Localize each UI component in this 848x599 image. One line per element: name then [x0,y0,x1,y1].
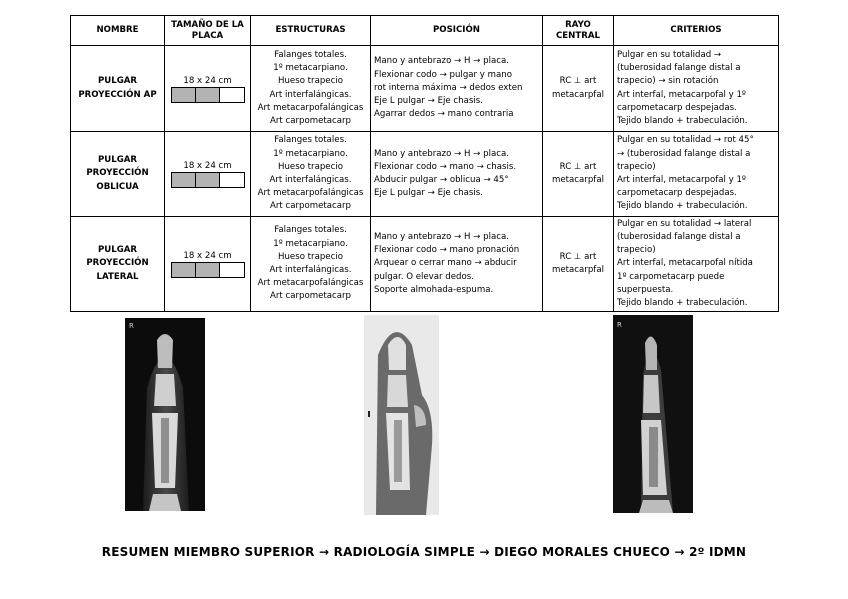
position-cell: Mano y antebrazo → H → placa. Flexionar codo → pulgar y mano rot interna máxima → dedos exten Eje L pulgar → Eje chasis. Agarrar dedos → mano contraria [371,46,543,132]
table-row [71,217,779,312]
xray-marker: R [129,322,134,330]
header-criterios: CRITERIOS [614,16,779,46]
plate-diagram [171,262,245,278]
plate-size [165,46,251,132]
central-ray-cell: RC ⊥ art metacarpfal [543,132,614,217]
header-posicion: POSICIÓN [371,16,543,46]
plate-diagram [171,87,245,103]
header-rayo: RAYO CENTRAL [543,16,614,46]
central-ray-cell: RC ⊥ art metacarpfal [543,217,614,312]
structures-cell: Falanges totales. 1º metacarpiano. Hueso trapecio Art interfalángicas. Art metacarpofalángicas Art carpometacarp [251,217,371,312]
projection-name: PULGAR PROYECCIÓN LATERAL [71,217,165,312]
position-cell: Mano y antebrazo → H → placa. Flexionar codo → mano → chasis. Abducir pulgar → oblicua → 45° Eje L pulgar → Eje chasis. [371,132,543,217]
xray-thumb-ap [125,318,205,511]
projection-name: PULGAR PROYECCIÓN OBLICUA [71,132,165,217]
plate-size-label: 18 x 24 cm [183,75,232,86]
criteria-cell: Pulgar en su totalidad → rot 45° → (tuberosidad falange distal a trapecio) Art interfal, metacarpofal y 1º carpometacarp despejadas. Tejido blando + trabeculación. [614,132,779,217]
table-header-row [71,16,779,46]
radiology-summary-table [70,15,779,312]
plate-diagram [171,172,245,188]
structures-cell: Falanges totales. 1º metacarpiano. Hueso trapecio Art interfalángicas. Art metacarpofalángicas Art carpometacarp [251,46,371,132]
header-tamano: TAMAÑO DE LA PLACA [165,16,251,46]
table-row [71,46,779,132]
xray-thumb-oblique [364,315,439,515]
position-cell: Mano y antebrazo → H → placa. Flexionar codo → mano pronación Arquear o cerrar mano → abducir pulgar. O elevar dedos. Soporte almohada-espuma. [371,217,543,312]
criteria-cell: Pulgar en su totalidad → (tuberosidad falange distal a trapecio) → sin rotación Art interfal, metacarpofal y 1º carpometacarp despejadas. Tejido blando + trabeculación. [614,46,779,132]
plate-size-label: 18 x 24 cm [183,161,232,171]
plate-size-label: 18 x 24 cm [183,251,232,261]
header-estructuras: ESTRUCTURAS [251,16,371,46]
plate-size [165,217,251,312]
xray-marker: R [617,321,622,329]
plate-size [165,132,251,217]
document-footer: RESUMEN MIEMBRO SUPERIOR → RADIOLOGÍA SIMPLE → DIEGO MORALES CHUECO → 2º IDMN [101,545,747,559]
xray-thumb-lateral [613,315,693,513]
criteria-cell: Pulgar en su totalidad → lateral (tuberosidad falange distal a trapecio) Art interfal, metacarpofal nítida 1º carpometacarp puede superpuesta. Tejido blando + trabeculación. [614,217,779,312]
central-ray-cell: RC ⊥ art metacarpfal [543,46,614,132]
structures-cell: Falanges totales. 1º metacarpiano. Hueso trapecio Art interfalángicas. Art metacarpofalángicas Art carpometacarp [251,132,371,217]
table-row [71,132,779,217]
projection-name: PULGAR PROYECCIÓN AP [71,46,165,132]
header-nombre: NOMBRE [71,16,165,46]
